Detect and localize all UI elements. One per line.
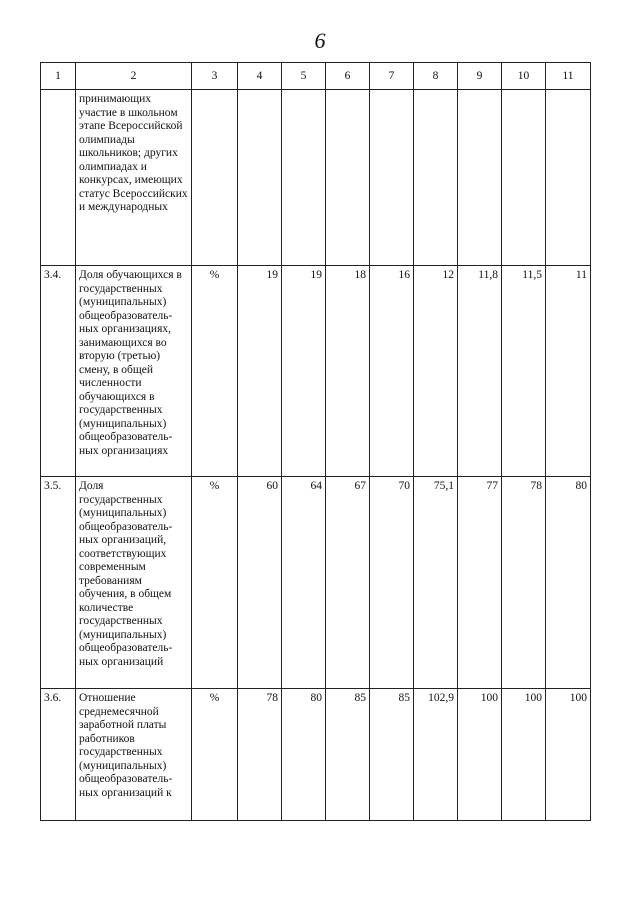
header-cell: 1 bbox=[41, 63, 76, 90]
header-cell: 10 bbox=[502, 63, 546, 90]
value-cell: 19 bbox=[238, 266, 282, 477]
row-number: 3.6. bbox=[41, 689, 76, 821]
value-cell: 11 bbox=[546, 266, 591, 477]
value-cell: 11,5 bbox=[502, 266, 546, 477]
indicator-name: Доля обучающихся в государственных (муниципальных) общеобразователь-ных организациях, занимающихся во вторую (третью) смену, в общей численности обучающихся в государственных (муниципальных) общеобразователь-ных организациях bbox=[76, 266, 192, 477]
value-cell: 85 bbox=[326, 689, 370, 821]
value-cell: 16 bbox=[370, 266, 414, 477]
header-row bbox=[41, 63, 591, 90]
header-cell: 4 bbox=[238, 63, 282, 90]
value-cell bbox=[546, 90, 591, 266]
header-cell: 2 bbox=[76, 63, 192, 90]
value-cell: 12 bbox=[414, 266, 458, 477]
value-cell: 67 bbox=[326, 477, 370, 689]
value-cell bbox=[238, 90, 282, 266]
value-cell: 64 bbox=[282, 477, 326, 689]
header-cell: 3 bbox=[192, 63, 238, 90]
value-cell bbox=[458, 90, 502, 266]
table-row bbox=[41, 90, 591, 266]
value-cell: 70 bbox=[370, 477, 414, 689]
value-cell: 11,8 bbox=[458, 266, 502, 477]
value-cell bbox=[326, 90, 370, 266]
value-cell: 100 bbox=[546, 689, 591, 821]
table-row bbox=[41, 477, 591, 689]
value-cell bbox=[502, 90, 546, 266]
value-cell: 78 bbox=[238, 689, 282, 821]
value-cell: 80 bbox=[282, 689, 326, 821]
unit-cell bbox=[192, 90, 238, 266]
indicator-name: принимающих участие в школьном этапе Всероссийской олимпиады школьников; других олимпиадах и конкурсах, имеющих статус Всероссийских и международных bbox=[76, 90, 192, 266]
header-cell: 5 bbox=[282, 63, 326, 90]
value-cell bbox=[414, 90, 458, 266]
table-row bbox=[41, 689, 591, 821]
table-row bbox=[41, 266, 591, 477]
value-cell: 100 bbox=[458, 689, 502, 821]
value-cell: 78 bbox=[502, 477, 546, 689]
header-cell: 7 bbox=[370, 63, 414, 90]
value-cell: 102,9 bbox=[414, 689, 458, 821]
value-cell: 18 bbox=[326, 266, 370, 477]
value-cell: 85 bbox=[370, 689, 414, 821]
header-cell: 9 bbox=[458, 63, 502, 90]
value-cell: 60 bbox=[238, 477, 282, 689]
indicator-name: Отношение среднемесячной заработной платы работников государственных (муниципальных) общеобразователь-ных организаций к bbox=[76, 689, 192, 821]
value-cell bbox=[370, 90, 414, 266]
unit-cell: % bbox=[192, 477, 238, 689]
value-cell: 19 bbox=[282, 266, 326, 477]
page-number: 6 bbox=[314, 28, 326, 53]
unit-cell: % bbox=[192, 689, 238, 821]
row-number: 3.5. bbox=[41, 477, 76, 689]
indicators-table bbox=[40, 62, 591, 821]
row-number: 3.4. bbox=[41, 266, 76, 477]
value-cell: 77 bbox=[458, 477, 502, 689]
header-cell: 11 bbox=[546, 63, 591, 90]
indicator-name: Доля государственных (муниципальных) общеобразователь-ных организаций, соответствующих современным требованиям обучения, в общем количестве государственных (муниципальных) общеобразователь-ных организаций bbox=[76, 477, 192, 689]
header-cell: 8 bbox=[414, 63, 458, 90]
value-cell: 80 bbox=[546, 477, 591, 689]
unit-cell: % bbox=[192, 266, 238, 477]
value-cell: 75,1 bbox=[414, 477, 458, 689]
header-cell: 6 bbox=[326, 63, 370, 90]
row-number bbox=[41, 90, 76, 266]
value-cell: 100 bbox=[502, 689, 546, 821]
value-cell bbox=[282, 90, 326, 266]
